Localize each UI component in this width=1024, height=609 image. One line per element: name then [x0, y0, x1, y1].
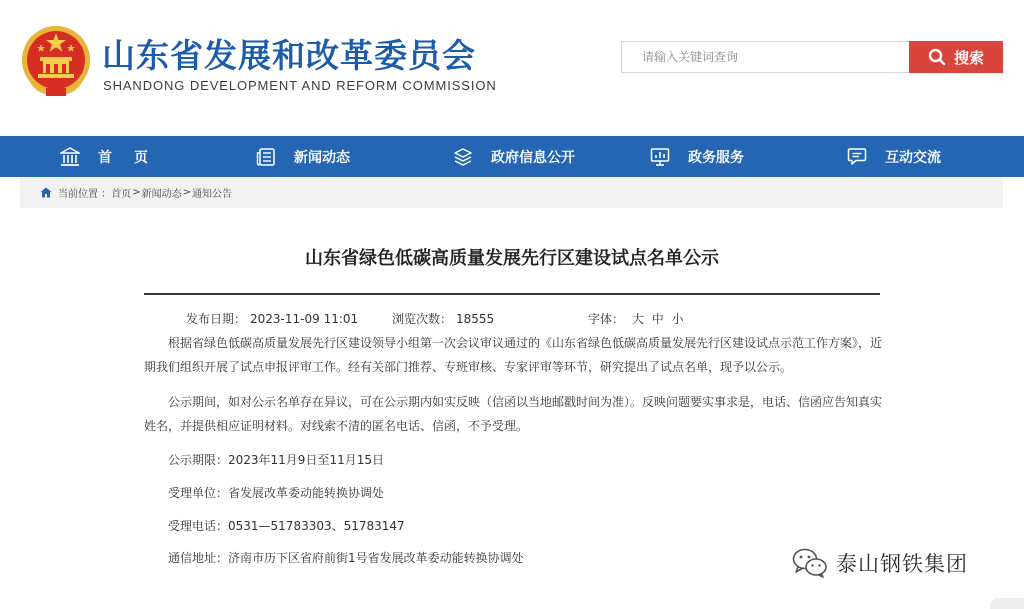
breadcrumb-link-notices[interactable]: 通知公告 [191, 189, 232, 200]
nav-item-home[interactable] [0, 136, 197, 177]
breadcrumb-link-news[interactable]: 新闻动态 [141, 189, 182, 200]
receiving-unit: 受理单位：省发展改革委动能转换协调处 [168, 486, 385, 500]
font-size-medium[interactable]: 中 [651, 312, 664, 326]
publish-date-label: 发布日期： [186, 312, 247, 326]
bank-icon [60, 147, 80, 167]
title-divider [144, 293, 880, 295]
nav-item-label: 互动交流 [885, 149, 941, 166]
newspaper-icon [256, 147, 276, 167]
layers-icon [453, 147, 473, 167]
article-meta [186, 310, 688, 327]
chat-icon [847, 147, 867, 167]
search-box [621, 41, 911, 73]
breadcrumb-link-home[interactable]: 首页 [111, 189, 132, 200]
publicity-period: 公示期限：2023年11月9日至11月15日 [168, 453, 384, 467]
monitor-chart-icon [650, 147, 670, 167]
publish-date [186, 310, 392, 327]
publish-date-value: 2023-11-09 11:01 [250, 312, 359, 326]
article-title: 山东省绿色低碳高质量发展先行区建设试点名单公示 [305, 248, 719, 269]
font-size-label: 字体： [588, 312, 625, 326]
font-size-large[interactable]: 大 [631, 312, 644, 326]
font-size-small[interactable]: 小 [671, 312, 684, 326]
search-button[interactable] [909, 41, 1003, 73]
national-emblem-icon [20, 24, 92, 98]
watermark-text: 泰山钢铁集团 [836, 552, 968, 576]
contact-phone: 受理电话：0531—51783303、51783147 [168, 519, 405, 533]
wechat-icon [792, 548, 828, 578]
search-button-label: 搜索 [953, 48, 984, 67]
search-input[interactable] [642, 50, 902, 64]
nav-item-gov-info[interactable] [394, 136, 591, 177]
font-size-controls [588, 310, 688, 327]
site-header [0, 0, 1024, 136]
corner-decoration [990, 598, 1024, 609]
nav-item-services[interactable] [591, 136, 788, 177]
search-icon [928, 48, 946, 66]
view-count [392, 310, 588, 327]
nav-item-label: 新闻动态 [294, 149, 350, 166]
wechat-watermark [792, 548, 968, 578]
site-title: 山东省发展和改革委员会 [102, 36, 476, 75]
breadcrumb-prefix: 当前位置 ： [58, 189, 112, 200]
mailing-address: 通信地址：济南市历下区省府前街1号省发展改革委动能转换协调处 [168, 551, 524, 565]
view-count-value: 18555 [456, 312, 495, 326]
nav-item-label: 首页 [98, 149, 170, 166]
breadcrumb-separator: > [182, 187, 191, 198]
nav-item-interaction[interactable] [788, 136, 985, 177]
nav-item-news[interactable] [197, 136, 394, 177]
nav-item-label: 政务服务 [688, 149, 744, 166]
breadcrumb [20, 177, 1003, 208]
main-nav [0, 136, 1024, 177]
article-paragraph: 公示期间，如对公示名单存在异议，可在公示期内如实反映（信函以当地邮戳时间为准）。反映问题要实事求是，电话、信函应告知真实姓名，并提供相应证明材料。对线索不清的匿名电话、信函，不予受理。 [144, 395, 883, 433]
home-icon [40, 187, 52, 198]
breadcrumb-separator: > [132, 187, 141, 198]
article-paragraph: 根据省绿色低碳高质量发展先行区建设领导小组第一次会议审议通过的《山东省绿色低碳高质量发展先行区建设试点示范工作方案》，近期我们组织开展了试点申报评审工作。经有关部门推荐、专班审核、专家评审等环节，研究提出了试点名单，现予以公示。 [144, 336, 883, 374]
site-subtitle: SHANDONG DEVELOPMENT AND REFORM COMMISSION [103, 78, 497, 93]
nav-item-label: 政府信息公开 [491, 149, 575, 166]
view-count-label: 浏览次数： [392, 312, 453, 326]
